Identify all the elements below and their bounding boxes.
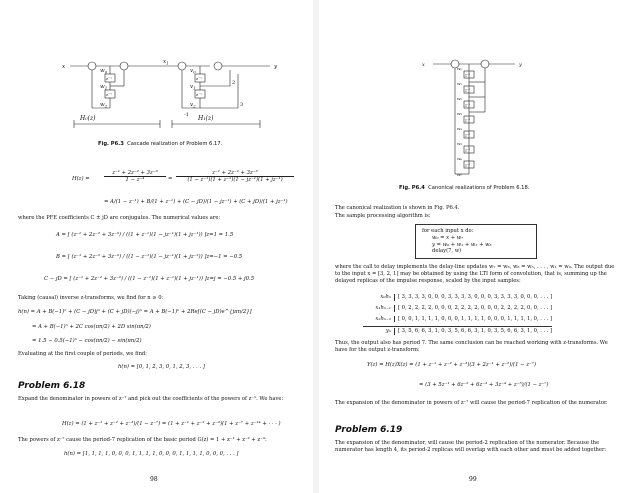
v0-label: $v_0$ [190,68,196,75]
caption-text: Canonical realizations of Problem 6.18. [428,185,530,191]
section-heading: Problem 6.19 [335,425,403,435]
table-row [363,316,552,323]
row-value: [ 3, 5, 6, 6, 3, 1, 0, 3, 5, 6, 6, 3, 1, 0, 3, 5, 6, 6, 3, 1, 0, . . . ] [398,328,553,335]
delay-z-inverse: z⁻¹ [465,118,471,123]
paragraph: Evaluating at the first couple of periods, we find: [18,351,147,357]
h1-label: H₁(z) [198,115,214,122]
figure-caption [399,185,529,191]
hz-frac2-num: z⁻¹ + 2z⁻² + 3z⁻³ [176,170,294,177]
hz-lhs: H(z) = [72,176,90,182]
delay-z-inverse: z⁻¹ [465,103,471,108]
row-label: yₙ [363,328,395,335]
h0-label: H₀(z) [80,115,96,122]
row-label: x₀hₙ [363,294,395,301]
gain-3-label: 3 [240,102,244,108]
delay-z-inverse: z⁻¹ [106,92,112,97]
hn-equation-1: h(n) = A + B(−1)ⁿ + (C − jD)jⁿ + (C + jD)(−j)ⁿ = A + B(−1)ⁿ + 2Re[(C − jD)e^{jπn/2}] [18,309,252,315]
paragraph: Thus, the output also has period 7. The same conclusion can be reached working with z-transforms. We have for the output z-transform: [335,340,608,354]
gain-minus1-label: -1 [184,112,189,118]
delay-z-inverse: z⁻¹ [465,73,471,78]
section-heading: Problem 6.18 [18,381,86,391]
row-value: [ 3, 3, 3, 3, 0, 0, 0, 3, 3, 3, 3, 0, 0, 0, 3, 3, 3, 3, 0, 0, 0, . . . ] [398,294,553,300]
v2-label: $v_2$ [190,102,196,109]
w7-label: w₇ [457,172,463,177]
delay-z-inverse: z⁻¹ [196,76,202,81]
w6-label: w₆ [457,156,463,161]
coef-cd-equation: C − jD = [ (z⁻¹ + 2z⁻² + 3z⁻³) / ((1 − z⁻¹)(1 + z⁻¹)(1 + jz⁻¹)) ]z=j = −0.5 + j0.5 [44,276,255,282]
page-number: 98 [150,476,158,483]
delay-z-inverse: z⁻¹ [465,148,471,153]
table-row [363,326,552,335]
w1-label: $w_1$ [100,84,108,91]
gain-2-label: 2 [232,80,236,86]
paragraph: The powers of z⁻⁷ cause the period-7 replication of the basic period G(z) = 1 + z⁻¹ + z⁻² + z⁻³: [18,437,267,443]
delay-z-inverse: z⁻¹ [465,163,471,168]
hn-values: h(n) = [0, 1, 2, 3, 0, 1, 2, 3, . . . ] [118,364,205,370]
output-z-transform-2: = (3 + 5z⁻¹ + 6z⁻² + 6z⁻³ + 3z⁻⁴ + z⁻⁵)/(1 − z⁻⁷) [419,382,549,388]
coef-b-equation: B = [ (z⁻¹ + 2z⁻² + 3z⁻³) / ((1 − z⁻¹)(1 − jz⁻¹)(1 + jz⁻¹)) ]z=−1 = −0.5 [56,254,243,260]
page-number: 99 [469,476,477,483]
x-label: x [62,64,66,70]
canonical-realization-diagram [419,58,539,178]
paragraph: where the call to delay implements the delay-line updates w₇ = w₆, w₆ = w₅, . . . , w₁ = w₀. The output due to the input x = [3, 2, 1] may be obtained by using the LTI form of convolution, that is, summing up the delayed replicas of the impulse response, scaled by the input samples: [335,264,615,285]
cascade-realization-diagram [60,54,285,136]
y-label: y [519,62,522,68]
w2-label: $w_2$ [100,102,108,109]
delay-z-inverse: z⁻¹ [196,92,202,97]
coef-a-equation: A = [ (z⁻¹ + 2z⁻² + 3z⁻³) / ((1 + z⁻¹)(1 − jz⁻¹)(1 + jz⁻¹)) ]z=1 = 1.5 [56,232,234,238]
hz-fraction-1 [104,170,166,183]
table-row [363,305,552,312]
v1-label: $v_1$ [190,84,196,91]
caption-label: Fig. P6.3 [98,141,124,147]
w0-label: w₀ [457,66,463,71]
convolution-table [363,294,552,335]
hz-frac1-num: z⁻¹ + 2z⁻² + 3z⁻³ [104,170,166,177]
w1-label: w₁ [457,81,463,86]
paragraph: where the PFE coefficients C ± jD are conjugates. The numerical values are: [18,215,221,221]
figure-caption [98,141,222,147]
output-z-transform-1: Y(z) = H(z)X(z) = (1 + z⁻¹ + z⁻² + z⁻³)(3 + 2z⁻¹ + z⁻²)/(1 − z⁻⁷) [367,362,537,368]
w2-label: w₂ [457,96,463,101]
w4-label: w₄ [457,126,463,131]
y-label: y [274,64,278,70]
hn-equation-3: = 1.5 − 0.5(−1)ⁿ − cos(πn/2) − sin(πn/2) [32,338,142,344]
algorithm-line: delay(7, w) [432,248,462,255]
paragraph: The expansion of the denominator, will cause the period-2 replication of the numerator. Because the numerator has length 4, its period-2 replicas will overlap with each other and must be added together: [335,440,607,454]
page-98 [0,0,310,493]
x1-label: $x_1$ [163,59,169,66]
pfe-equation: = A/(1 − z⁻¹) + B/(1 + z⁻¹) + (C − jD)/(1 − jz⁻¹) + (C + jD)/(1 + jz⁻¹) [104,199,288,205]
row-value: [ 0, 2, 2, 2, 2, 0, 0, 0, 2, 2, 2, 2, 0, 0, 0, 2, 2, 2, 2, 0, 0, . . . ] [398,304,553,311]
algorithm-box [415,224,537,259]
row-label: x₂hₙ₋₂ [363,316,395,323]
w5-label: w₅ [457,141,463,146]
paragraph: The canonical realization is shown in Fig. P6.4. [335,205,460,211]
paragraph: Taking (causal) inverse z-transforms, we find for n ≥ 0: [18,295,164,301]
w3-label: w₃ [457,111,463,116]
row-label: x₁hₙ₋₁ [363,305,395,312]
algorithm-line: y = w₀ + w₁ + w₂ + w₃ [432,241,492,248]
algorithm-line: for each input x do: [422,228,474,234]
paragraph: Expand the denominator in powers of z⁻⁷ and pick out the coefficients of the powers of z⁻¹. We have: [18,396,284,402]
row-value: [ 0, 0, 1, 1, 1, 1, 0, 0, 0, 1, 1, 1, 1, 0, 0, 0, 1, 1, 1, 1, 0, . . . ] [398,315,553,322]
hn-equation-2: = A + B(−1)ⁿ + 2C cos(πn/2) + 2D sin(πn/2) [32,324,151,330]
hz-fraction-2 [176,170,294,183]
hz-frac2-den: (1 − z⁻¹)(1 + z⁻¹)(1 − jz⁻¹)(1 + jz⁻¹) [187,177,283,183]
delay-z-inverse: z⁻¹ [465,133,471,138]
caption-text: Cascade realization of Problem 6.17. [127,141,223,147]
h18-equation: H(z) = (1 + z⁻¹ + z⁻² + z⁻³)/(1 − z⁻⁷) = (1 + z⁻¹ + z⁻² + z⁻³)(1 + z⁻⁷ + z⁻¹⁴ + · · · ) [62,421,281,427]
delay-z-inverse: z⁻¹ [106,76,112,81]
w0-label: $w_0$ [100,68,108,75]
table-row [363,294,552,301]
x-label: x [422,62,425,68]
paragraph: The expansion of the denominator in powers of z⁻⁷ will cause the period-7 replication of the numerator. [335,400,608,406]
hz-frac1-den: 1 − z⁻⁴ [125,177,145,183]
page-99 [319,0,629,493]
equals-sign: = [168,176,173,182]
algorithm-line: w₀ = x + w₇ [432,234,464,241]
h18-sequence: h(n) = [1, 1, 1, 1, 0, 0, 0, 1, 1, 1, 1, 0, 0, 0, 1, 1, 1, 1, 0, 0, 0, . . . ] [64,451,239,457]
delay-z-inverse: z⁻¹ [465,88,471,93]
caption-label: Fig. P6.4 [399,185,425,191]
paragraph: The sample processing algorithm is: [335,213,431,219]
